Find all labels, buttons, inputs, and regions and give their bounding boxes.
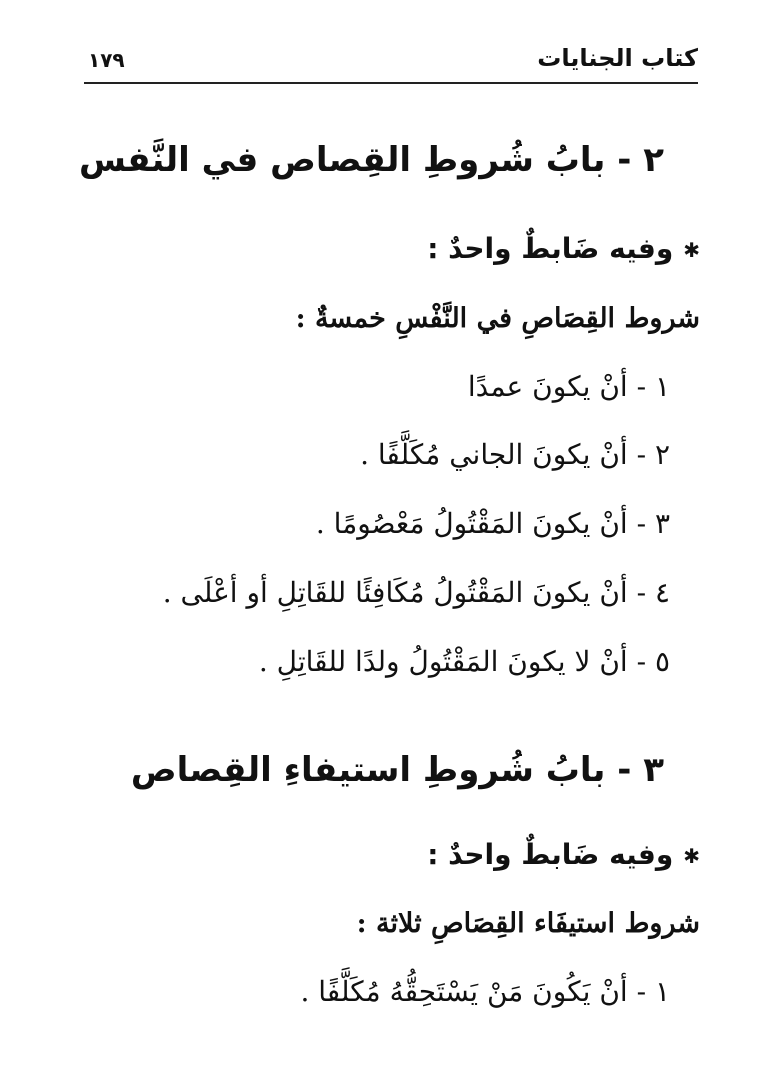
page-header [84, 38, 698, 84]
conditions-intro: شروط القِصَاصِ في النَّفْسِ خمسةٌ : [295, 303, 700, 334]
rule-heading [427, 838, 700, 871]
condition-item: ١ - أنْ يكونَ عمدًا [467, 370, 670, 403]
condition-item: ٢ - أنْ يكونَ الجاني مُكَلَّفًا . [360, 438, 670, 471]
condition-item: ١ - أنْ يَكُونَ مَنْ يَسْتَحِقُّهُ مُكَلَّفًا . [300, 975, 670, 1008]
running-title: كتاب الجنايات [537, 44, 698, 72]
chapter-title-qisas-nafs: ٢ - بابُ شُروطِ القِصاص في النَّفس [78, 140, 664, 180]
bullet-star-icon: ✱ [683, 844, 700, 868]
rule-heading-text: وفيه ضَابطٌ واحدٌ : [427, 232, 674, 265]
page-number: ١٧٩ [88, 48, 125, 72]
rule-heading-text: وفيه ضَابطٌ واحدٌ : [427, 838, 674, 871]
conditions-intro: شروط استيفَاء القِصَاصِ ثلاثة : [356, 908, 700, 939]
rule-heading [427, 232, 700, 265]
chapter-title-istifa: ٣ - بابُ شُروطِ استيفاءِ القِصاص [130, 750, 664, 790]
condition-item: ٣ - أنْ يكونَ المَقْتُولُ مَعْصُومًا . [315, 507, 670, 540]
bullet-star-icon: ✱ [683, 238, 700, 262]
condition-item: ٤ - أنْ يكونَ المَقْتُولُ مُكَافِئًا للقَاتِلِ أو أعْلَى . [162, 576, 670, 609]
condition-item: ٥ - أنْ لا يكونَ المَقْتُولُ ولدًا للقَاتِلِ . [258, 645, 670, 678]
